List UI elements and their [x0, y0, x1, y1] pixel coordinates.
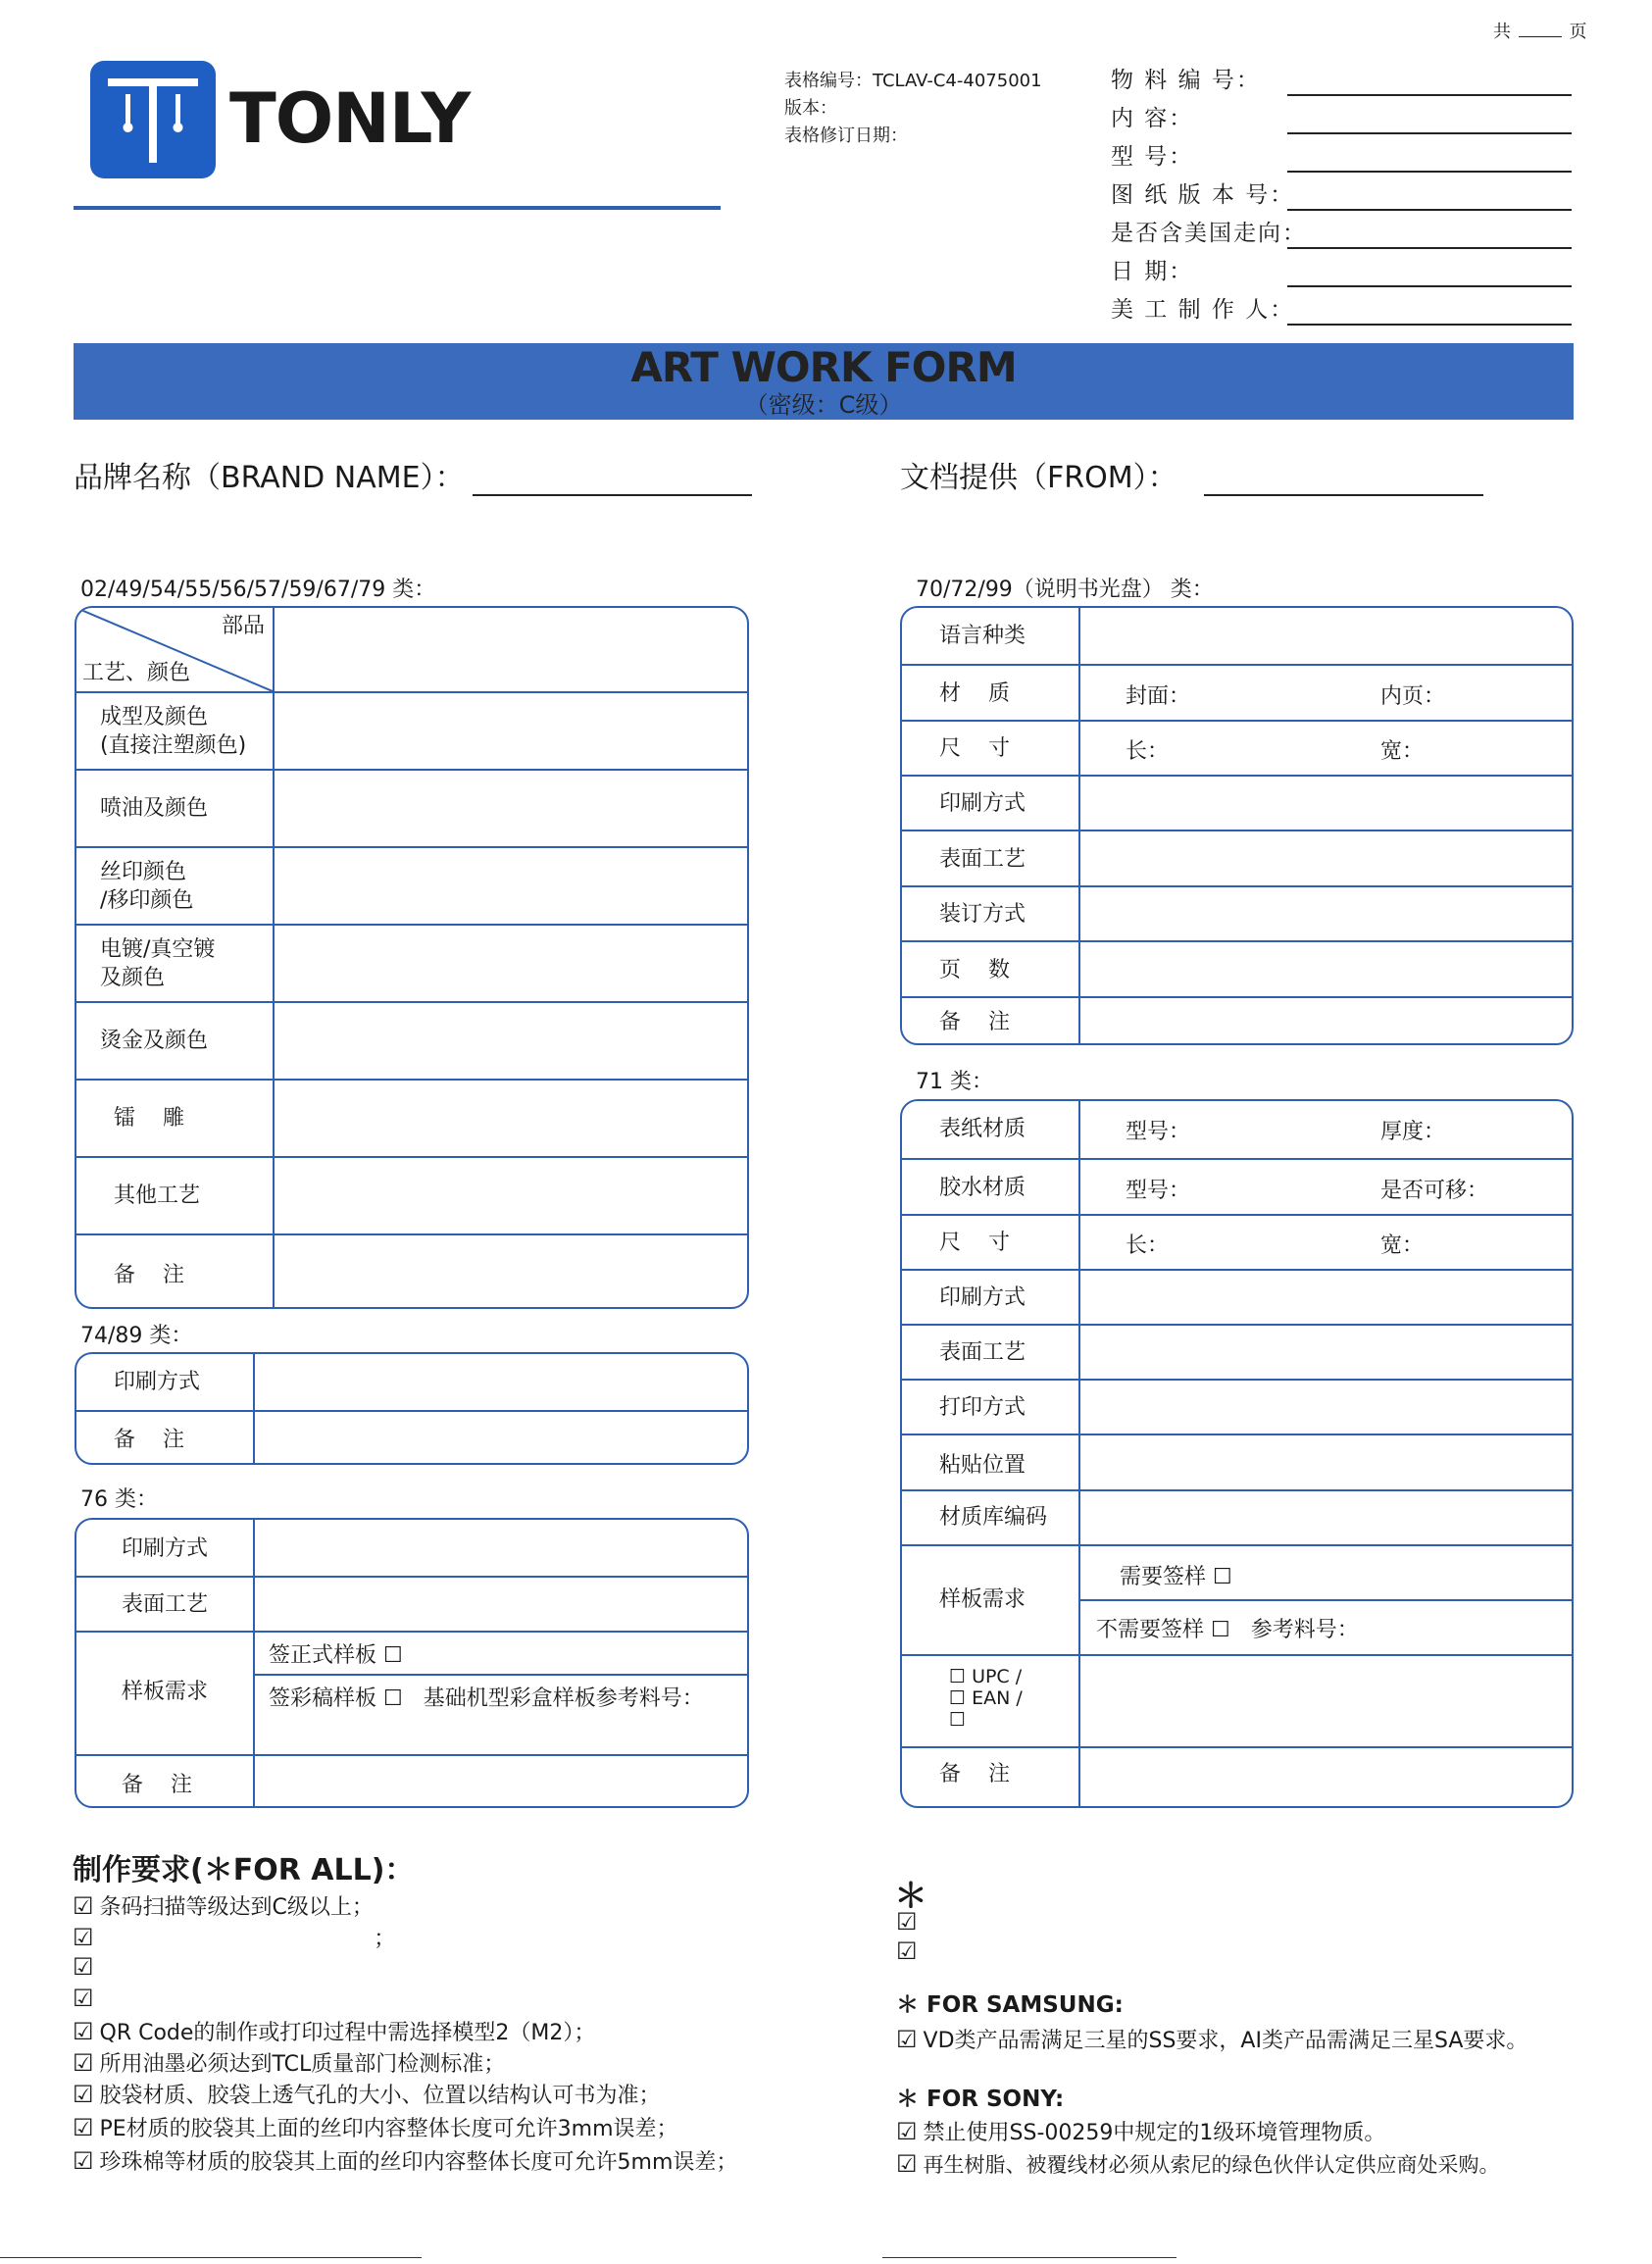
samsung-title: ＊ FOR SAMSUNG:	[896, 1992, 1124, 2018]
right-s2-label-position: 粘贴位置	[939, 1453, 1026, 1478]
info-line-material[interactable]	[1287, 94, 1572, 96]
left-s1-label-other: 其他工艺	[114, 1183, 201, 1208]
form-code: 表格编号：TCLAV-C4-4075001	[784, 71, 1042, 91]
left-s1-row-other[interactable]	[76, 1156, 747, 1233]
info-label-model: 型 号：	[1111, 144, 1194, 170]
header-part: 部品	[222, 614, 266, 638]
left-s1-row-spray[interactable]	[76, 769, 747, 846]
right-s1-cover: 封面：	[1126, 684, 1191, 709]
right-s2-glue-model: 型号：	[1126, 1179, 1191, 1203]
right-s1-length: 长：	[1126, 739, 1170, 764]
right-s2-glue-removable: 是否可移：	[1380, 1179, 1489, 1203]
need-sign-sample-checkbox[interactable]: 需要签样 ☐	[1120, 1565, 1232, 1589]
page-count-line[interactable]	[1519, 36, 1562, 37]
info-label-content: 内 容：	[1111, 106, 1194, 131]
left-s1-row-plating[interactable]	[76, 924, 747, 1001]
left-s3-row-surface[interactable]	[76, 1576, 747, 1631]
other-code-checkbox[interactable]: ☐	[949, 1709, 967, 1731]
right-s1-inner-page: 内页：	[1380, 684, 1446, 709]
right-s1-width: 宽：	[1380, 739, 1425, 764]
right-s2-row-printing-method[interactable]	[902, 1379, 1572, 1434]
req-item-bag: ☑ 胶袋材质、胶袋上透气孔的大小、位置以结构认可书为准；	[73, 2081, 661, 2108]
right-s2-label-note: 备 注	[939, 1762, 1010, 1786]
right-s2-label-glue: 胶水材质	[939, 1176, 1026, 1200]
checked-box-icon[interactable]: ☑	[896, 2118, 918, 2145]
samsung-req-item: ☑ VD类产品需满足三星的SS要求，AI类产品需满足三星SA要求。	[896, 2026, 1528, 2053]
right-s2-row-position[interactable]	[902, 1434, 1572, 1489]
sony-req-item-1: ☑ 禁止使用SS-00259中规定的1级环境管理物质。	[896, 2118, 1386, 2145]
checked-box-icon[interactable]: ☑	[73, 2114, 94, 2141]
left-s3-label-print: 印刷方式	[122, 1536, 209, 1561]
sign-color-draft-checkbox[interactable]: 签彩稿样板 ☐ 基础机型彩盒样板参考料号：	[269, 1686, 704, 1711]
checked-box-icon[interactable]: ☑	[73, 2081, 94, 2108]
sony-title: ＊ FOR SONY:	[896, 2087, 1065, 2112]
info-line-content[interactable]	[1287, 132, 1572, 134]
right-section1-table	[900, 606, 1574, 1045]
no-sign-sample-checkbox[interactable]: 不需要签样 ☐ 参考料号：	[1096, 1618, 1359, 1642]
checked-box-icon[interactable]: ☑	[73, 1985, 94, 2012]
left-s2-label-note: 备 注	[114, 1428, 184, 1452]
left-s2-row-print[interactable]	[76, 1354, 747, 1410]
right-s2-paper-thickness: 厚度：	[1380, 1120, 1446, 1144]
info-label-us-routing: 是否含美国走向：	[1111, 221, 1307, 246]
checked-box-icon[interactable]: ☑	[73, 1924, 94, 1951]
right-s2-row-note[interactable]	[902, 1746, 1572, 1808]
left-s1-label-silkscreen: 丝印颜色 /移印颜色	[100, 860, 194, 913]
left-s1-row-note[interactable]	[76, 1233, 747, 1309]
left-s2-label-print: 印刷方式	[114, 1370, 201, 1394]
info-label-artist: 美 工 制 作 人：	[1111, 297, 1295, 323]
logo-text: TONLY	[229, 78, 471, 159]
right-s2-label-size: 尺 寸	[939, 1231, 1010, 1255]
checked-box-icon[interactable]: ☑	[896, 2026, 918, 2053]
form-version: 版本：	[784, 98, 837, 119]
right-s2-label-library-code: 材质库编码	[939, 1505, 1048, 1530]
right-s2-label-printing-method: 打印方式	[939, 1395, 1026, 1420]
logo-underline	[74, 206, 721, 210]
left-s3-label-sample: 样板需求	[122, 1680, 209, 1704]
right-s2-row-library-code[interactable]	[902, 1489, 1572, 1544]
blank-star-icon: ＊	[894, 1877, 927, 1916]
req-item-4	[73, 1985, 100, 2012]
right-s1-row-size[interactable]	[902, 720, 1572, 775]
right-s2-label-print: 印刷方式	[939, 1285, 1026, 1310]
checked-box-icon[interactable]: ☑	[896, 1937, 918, 1965]
page-count-left: 共	[1493, 22, 1511, 42]
right-s1-row-language[interactable]	[902, 608, 1572, 664]
checked-box-icon[interactable]: ☑	[73, 2018, 94, 2045]
header-process-color: 工艺、颜色	[82, 661, 191, 685]
left-s3-row-note[interactable]	[76, 1754, 747, 1808]
right-req-blank-2	[896, 1937, 924, 1965]
info-label-material: 物 料 编 号：	[1111, 68, 1261, 93]
left-section2-title: 74/89 类：	[80, 1324, 193, 1348]
req-item-pe: ☑ PE材质的胶袋其上面的丝印内容整体长度可允许3mm误差；	[73, 2114, 678, 2141]
left-s3-label-surface: 表面工艺	[122, 1592, 209, 1617]
right-s2-label-sample: 样板需求	[939, 1587, 1026, 1612]
right-s1-row-print[interactable]	[902, 775, 1572, 830]
checked-box-icon[interactable]: ☑	[896, 1908, 918, 1936]
left-s1-row-silkscreen[interactable]	[76, 846, 747, 924]
sony-req-item-2: ☑ 再生树脂、被覆线材必须从索尼的绿色伙伴认定供应商处采购。	[896, 2150, 1500, 2178]
right-s2-row-print[interactable]	[902, 1269, 1572, 1324]
left-s3-row-sample	[76, 1631, 747, 1754]
left-s1-row-hot-stamp[interactable]	[76, 1001, 747, 1079]
right-s2-row-glue[interactable]	[902, 1158, 1572, 1214]
right-s2-row-codes	[902, 1654, 1572, 1746]
page-count	[1493, 18, 1586, 43]
left-s1-label-hot-stamp: 烫金及颜色	[100, 1029, 209, 1053]
checked-box-icon[interactable]: ☑	[73, 1953, 94, 1981]
req-item-3	[73, 1953, 100, 1981]
left-s1-row-molding[interactable]	[76, 691, 747, 769]
right-s1-label-material: 材 质	[939, 681, 1010, 706]
req-item-2: ☑ ；	[73, 1924, 396, 1951]
brand-name-label: 品牌名称（BRAND NAME）：	[74, 461, 465, 495]
info-label-date: 日 期：	[1111, 259, 1194, 284]
title-banner	[74, 343, 1574, 420]
left-section2-table	[75, 1352, 749, 1465]
left-s1-label-spray: 喷油及颜色	[100, 796, 209, 821]
right-section1-title: 70/72/99（说明书光盘） 类：	[916, 578, 1214, 602]
right-s1-row-material[interactable]	[902, 664, 1572, 720]
left-s2-row-note[interactable]	[76, 1410, 747, 1465]
from-line[interactable]	[1204, 494, 1483, 496]
req-item-barcode: ☑ 条码扫描等级达到C级以上；	[73, 1892, 374, 1920]
right-s1-row-binding[interactable]	[902, 885, 1572, 940]
left-section3-title: 76 类：	[80, 1487, 158, 1512]
right-s1-label-pages: 页 数	[939, 958, 1010, 982]
info-label-drawing-version: 图 纸 版 本 号：	[1111, 182, 1295, 208]
left-s1-row-laser[interactable]	[76, 1079, 747, 1156]
ean-checkbox[interactable]: ☐ EAN /	[949, 1687, 1023, 1709]
req-item-ink: ☑ 所用油墨必须达到TCL质量部门检测标准；	[73, 2049, 506, 2077]
left-section1-table	[75, 606, 749, 1309]
right-s1-label-surface: 表面工艺	[939, 847, 1026, 872]
right-s2-label-paper: 表纸材质	[939, 1117, 1026, 1141]
left-s1-label-molding: 成型及颜色 (直接注塑颜色)	[100, 705, 247, 758]
left-section1-title: 02/49/54/55/56/57/59/67/79 类：	[80, 578, 436, 602]
banner-subtitle: （密级：C级）	[744, 391, 903, 419]
info-line-drawing-version[interactable]	[1287, 209, 1572, 211]
banner-title: ART WORK FORM	[630, 343, 1017, 391]
right-s2-row-paper[interactable]	[902, 1101, 1572, 1158]
right-section2-table	[900, 1099, 1574, 1808]
right-s2-width: 宽：	[1380, 1233, 1425, 1258]
info-line-artist[interactable]	[1287, 324, 1572, 326]
form-revision-date: 表格修订日期：	[784, 126, 908, 146]
left-s1-label-plating: 电镀/真空镀 及颜色	[100, 937, 216, 990]
bottom-line-left	[0, 2257, 422, 2258]
checked-box-icon[interactable]: ☑	[73, 2147, 94, 2175]
sign-formal-sample-checkbox[interactable]: 签正式样板 ☐	[269, 1643, 403, 1668]
right-s1-row-pages[interactable]	[902, 940, 1572, 996]
right-s1-label-print: 印刷方式	[939, 791, 1026, 816]
from-label: 文档提供（FROM）：	[900, 461, 1177, 495]
left-s1-label-note: 备 注	[114, 1263, 184, 1287]
right-s2-row-surface[interactable]	[902, 1324, 1572, 1379]
requirements-title: 制作要求(＊FOR ALL)：	[73, 1853, 415, 1887]
left-s3-row-print[interactable]	[76, 1520, 747, 1576]
right-s2-paper-model: 型号：	[1126, 1120, 1191, 1144]
right-s1-row-surface[interactable]	[902, 830, 1572, 885]
page-count-right: 页	[1569, 22, 1587, 42]
right-s1-label-language: 语言种类	[939, 624, 1026, 648]
right-s1-label-note: 备 注	[939, 1010, 1010, 1034]
right-s1-label-size: 尺 寸	[939, 736, 1010, 761]
right-s2-row-sample	[902, 1544, 1572, 1654]
left-section3-table	[75, 1518, 749, 1808]
req-item-qr: ☑ QR Code的制作或打印过程中需选择模型2（M2）；	[73, 2018, 596, 2045]
right-s2-length: 长：	[1126, 1233, 1170, 1258]
info-line-us-routing[interactable]	[1287, 247, 1572, 249]
upc-checkbox[interactable]: ☐ UPC /	[949, 1666, 1023, 1687]
bottom-line-right	[882, 2257, 1176, 2258]
left-s1-header-row	[76, 608, 747, 691]
left-s1-label-laser: 镭 雕	[114, 1106, 184, 1131]
info-line-model[interactable]	[1287, 171, 1572, 173]
tonly-logo	[90, 61, 482, 178]
right-s2-row-size[interactable]	[902, 1214, 1572, 1269]
checked-box-icon[interactable]: ☑	[73, 2049, 94, 2077]
right-s1-label-binding: 装订方式	[939, 902, 1026, 927]
right-section2-title: 71 类：	[916, 1070, 993, 1094]
info-line-date[interactable]	[1287, 285, 1572, 287]
logo-mark-icon	[90, 61, 216, 178]
checked-box-icon[interactable]: ☑	[73, 1892, 94, 1920]
left-s3-label-note: 备 注	[122, 1773, 192, 1797]
right-s2-label-surface: 表面工艺	[939, 1340, 1026, 1365]
brand-name-line[interactable]	[473, 494, 752, 496]
right-s1-row-note[interactable]	[902, 996, 1572, 1045]
req-item-pearl-cotton: ☑ 珍珠棉等材质的胶袋其上面的丝印内容整体长度可允许5mm误差；	[73, 2147, 738, 2175]
right-req-blank-1	[896, 1908, 924, 1936]
checked-box-icon[interactable]: ☑	[896, 2150, 918, 2178]
